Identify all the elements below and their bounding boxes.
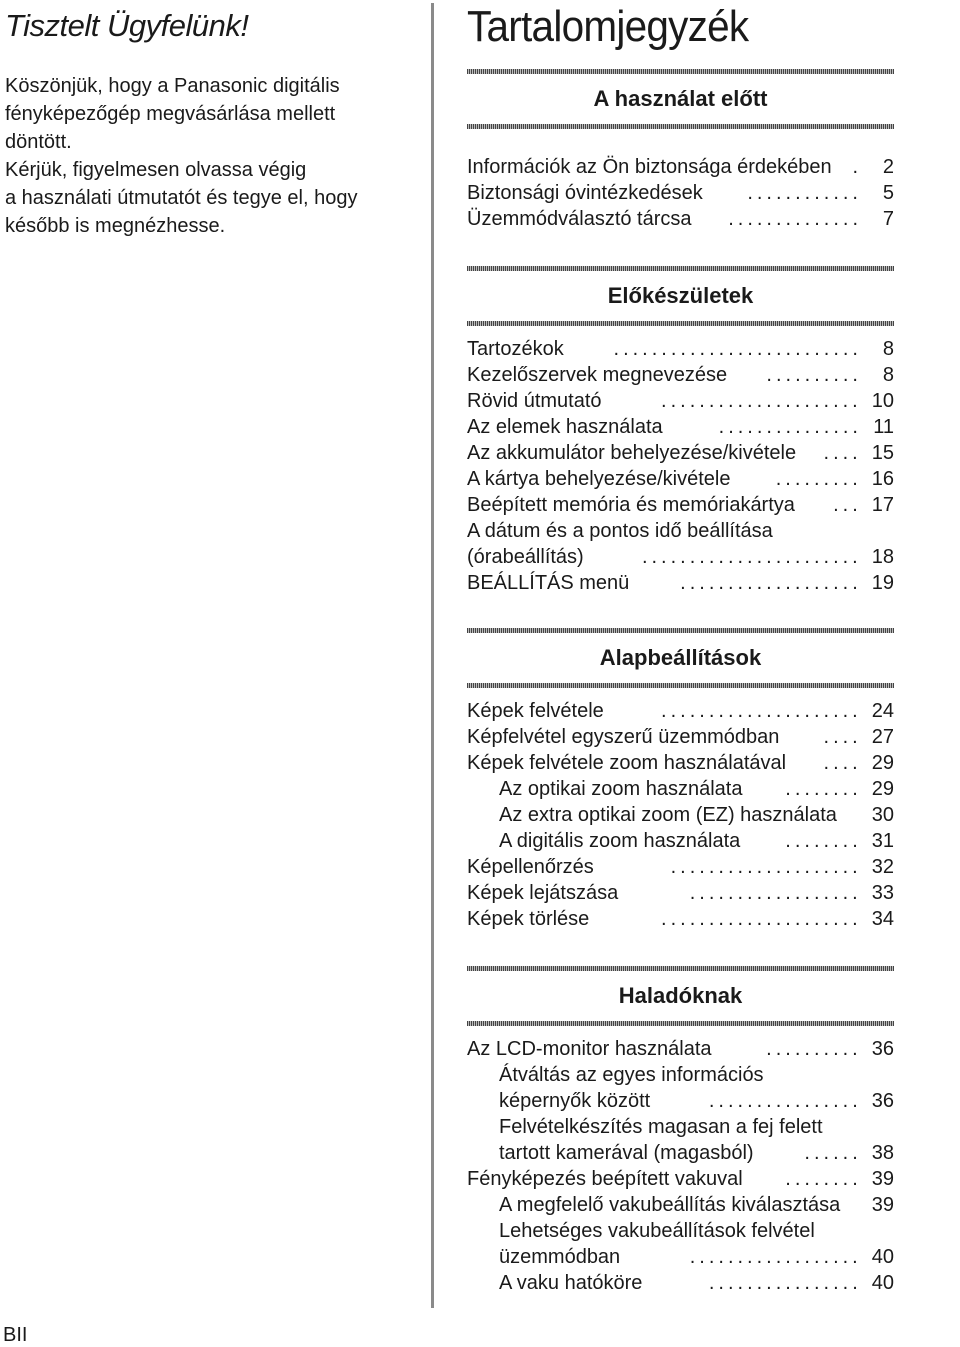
toc-entry[interactable] — [467, 518, 894, 544]
toc-entry-label: Fényképezés beépített vakuval — [467, 1168, 743, 1190]
toc-entry[interactable] — [467, 154, 894, 180]
toc-entry-label: A dátum és a pontos idő beállítása — [467, 520, 773, 542]
section-header — [467, 966, 894, 1026]
toc-leader-dots: .... — [823, 726, 862, 748]
toc-entry-page: 29 — [871, 778, 894, 800]
toc-entry[interactable] — [467, 750, 894, 776]
toc-leader-dots: ... — [833, 494, 862, 516]
toc-entry[interactable] — [467, 388, 894, 414]
toc-section-basic-settings — [467, 628, 894, 932]
intro-paragraph: Köszönjük, hogy a Panasonic digitális fényképezőgép megvásárlása mellett döntött. Kérjük, figyelmesen olvassa végig a használati útmutatót és tegye el, hogy később is megnézhesse. — [5, 75, 358, 237]
toc-leader-dots: ......... — [775, 468, 862, 490]
section-rule-top — [467, 966, 894, 971]
toc-entry-page: 11 — [873, 416, 894, 438]
toc-entry-page: 30 — [871, 804, 894, 826]
toc-leader-dots: .............. — [728, 208, 862, 230]
toc-leader-dots: ................ — [708, 1090, 862, 1112]
toc-leader-dots: .................. — [689, 1246, 862, 1268]
toc-entry-page: 33 — [871, 882, 894, 904]
toc-entry-page: 39 — [871, 1194, 894, 1216]
toc-entry-label: Az akkumulátor behelyezése/kivétele — [467, 442, 797, 464]
toc-entry-page: 15 — [871, 442, 894, 464]
toc-entry-label: Kezelőszervek megnevezése — [467, 364, 728, 386]
toc-entry-label: képernyők között — [499, 1090, 651, 1112]
toc-entry-page: 40 — [871, 1246, 894, 1268]
toc-subentry[interactable] — [467, 1218, 894, 1244]
toc-entry[interactable] — [467, 854, 894, 880]
toc-leader-dots: ............... — [718, 416, 862, 438]
toc-entry[interactable] — [467, 414, 894, 440]
toc-leader-dots: .......... — [766, 1038, 862, 1060]
toc-entry-label: A vaku hatóköre — [499, 1272, 643, 1294]
section-rule-top — [467, 69, 894, 74]
toc-entry-list — [467, 154, 894, 232]
toc-entry-label: Az LCD-monitor használata — [467, 1038, 712, 1060]
toc-entry[interactable] — [467, 724, 894, 750]
toc-leader-dots: .................. — [689, 882, 862, 904]
toc-leader-dots: ........ — [785, 830, 862, 852]
toc-subentry[interactable] — [467, 1062, 894, 1088]
toc-entry-page: 31 — [871, 830, 894, 852]
toc-entry-page: 8 — [882, 338, 894, 360]
section-header — [467, 266, 894, 326]
toc-entry[interactable] — [467, 440, 894, 466]
toc-entry-label: Információk az Ön biztonsága érdekében — [467, 156, 832, 178]
toc-subentry[interactable] — [467, 1192, 894, 1218]
toc-entry-page: 2 — [882, 156, 894, 178]
toc-entry-page: 29 — [871, 752, 894, 774]
toc-subentry[interactable] — [467, 802, 894, 828]
toc-entry-page: 5 — [882, 182, 894, 204]
toc-entry-page: 24 — [871, 700, 894, 722]
section-title: A használat előtt — [593, 86, 768, 111]
toc-entry-page: 8 — [882, 364, 894, 386]
toc-entry-label: Az optikai zoom használata — [499, 778, 743, 800]
toc-entry-list — [467, 1036, 894, 1296]
toc-subentry[interactable] — [467, 1244, 894, 1270]
toc-leader-dots: ........ — [785, 1168, 862, 1190]
toc-entry-page: 18 — [871, 546, 894, 568]
toc-leader-dots: ....................... — [641, 546, 862, 568]
section-title: Előkészületek — [607, 283, 754, 308]
toc-entry[interactable] — [467, 544, 894, 570]
toc-subentry[interactable] — [467, 1270, 894, 1296]
toc-entry-label: Képek felvétele zoom használatával — [467, 752, 787, 774]
toc-entry-page: 38 — [871, 1142, 894, 1164]
section-rule-top — [467, 266, 894, 271]
toc-entry-page: 36 — [871, 1038, 894, 1060]
toc-section-before-use — [467, 69, 894, 232]
section-rule-bottom — [467, 1021, 894, 1026]
section-title: Haladóknak — [618, 983, 743, 1008]
toc-leader-dots: ................... — [680, 572, 862, 594]
toc-entry-page: 32 — [871, 856, 894, 878]
toc-leader-dots: ............ — [747, 182, 862, 204]
toc-entry-page: 27 — [871, 726, 894, 748]
section-rule-top — [467, 628, 894, 633]
toc-entry[interactable] — [467, 336, 894, 362]
toc-entry-label: Lehetséges vakubeállítások felvétel — [499, 1220, 815, 1242]
toc-entry-label: tartott kamerával (magasból) — [499, 1142, 754, 1164]
toc-entry[interactable] — [467, 1036, 894, 1062]
toc-entry-page: 39 — [871, 1168, 894, 1190]
toc-title: Tartalomjegyzék — [467, 2, 749, 51]
toc-subentry[interactable] — [467, 1088, 894, 1114]
toc-entry[interactable] — [467, 466, 894, 492]
toc-entry-page: 10 — [871, 390, 894, 412]
toc-entry-label: Felvételkészítés magasan a fej felett — [499, 1116, 823, 1138]
toc-entry[interactable] — [467, 1166, 894, 1192]
toc-leader-dots: ..................... — [661, 700, 862, 722]
toc-leader-dots: .......................... — [613, 338, 862, 360]
toc-entry-label: Az extra optikai zoom (EZ) használata — [499, 804, 837, 826]
toc-entry-label: Rövid útmutató — [467, 390, 602, 412]
toc-entry-page: 36 — [871, 1090, 894, 1112]
toc-subentry[interactable] — [467, 776, 894, 802]
section-rule-bottom — [467, 321, 894, 326]
toc-entry-list — [467, 336, 894, 596]
toc-leader-dots: ...... — [804, 1142, 862, 1164]
toc-entry-label: BEÁLLÍTÁS menü — [467, 572, 630, 594]
toc-entry[interactable] — [467, 362, 894, 388]
section-header — [467, 69, 894, 129]
toc-entry-page: 16 — [871, 468, 894, 490]
greeting-heading: Tisztelt Ügyfelünk! — [5, 8, 249, 43]
toc-entry-label: Képellenőrzés — [467, 856, 594, 878]
toc-leader-dots: ................ — [708, 1272, 862, 1294]
toc-entry-label: A digitális zoom használata — [499, 830, 741, 852]
toc-entry-label: A megfelelő vakubeállítás kiválasztása — [499, 1194, 841, 1216]
toc-leader-dots: .... — [823, 442, 862, 464]
toc-entry[interactable] — [467, 180, 894, 206]
toc-entry-label: Üzemmódválasztó tárcsa — [467, 208, 692, 230]
toc-entry[interactable] — [467, 698, 894, 724]
toc-leader-dots: .......... — [766, 364, 862, 386]
toc-entry-page: 40 — [871, 1272, 894, 1294]
toc-entry-label: Az elemek használata — [467, 416, 663, 438]
toc-entry-page: 19 — [871, 572, 894, 594]
toc-entry-label: Képek lejátszása — [467, 882, 619, 904]
toc-entry-label: Átváltás az egyes információs — [499, 1064, 764, 1086]
toc-entry-label: Képfelvétel egyszerű üzemmódban — [467, 726, 780, 748]
toc-leader-dots: . — [852, 156, 862, 178]
toc-entry-label: Beépített memória és memóriakártya — [467, 494, 795, 516]
toc-leader-dots: ..................... — [661, 908, 862, 930]
toc-entry-page: 7 — [882, 208, 894, 230]
section-title: Alapbeállítások — [599, 645, 762, 670]
toc-entry-list — [467, 698, 894, 932]
toc-entry-label: Képek törlése — [467, 908, 590, 930]
toc-section-preparations — [467, 266, 894, 596]
toc-subentry[interactable] — [467, 1114, 894, 1140]
section-header — [467, 628, 894, 688]
toc-entry-page: 17 — [871, 494, 894, 516]
toc-leader-dots: .................... — [670, 856, 862, 878]
toc-entry-label: (órabeállítás) — [467, 546, 584, 568]
page-number: BII — [3, 1324, 28, 1346]
toc-leader-dots: ........ — [785, 778, 862, 800]
section-rule-bottom — [467, 124, 894, 129]
toc-entry-label: üzemmódban — [499, 1246, 621, 1268]
table-of-contents — [467, 0, 894, 1294]
column-divider — [431, 3, 434, 1308]
section-rule-bottom — [467, 683, 894, 688]
toc-subentry[interactable] — [467, 828, 894, 854]
toc-leader-dots: ..................... — [661, 390, 862, 412]
toc-entry-page: 34 — [871, 908, 894, 930]
toc-entry[interactable] — [467, 492, 894, 518]
toc-entry[interactable] — [467, 570, 894, 596]
toc-entry-label: Tartozékok — [467, 338, 564, 360]
toc-leader-dots: .... — [823, 752, 862, 774]
toc-entry[interactable] — [467, 880, 894, 906]
toc-section-advanced — [467, 966, 894, 1296]
toc-entry-label: Képek felvétele — [467, 700, 604, 722]
toc-entry[interactable] — [467, 906, 894, 932]
toc-entry[interactable] — [467, 206, 894, 232]
toc-entry-label: Biztonsági óvintézkedések — [467, 182, 703, 204]
toc-entry-label: A kártya behelyezése/kivétele — [467, 468, 731, 490]
toc-subentry[interactable] — [467, 1140, 894, 1166]
left-column — [5, 0, 405, 240]
